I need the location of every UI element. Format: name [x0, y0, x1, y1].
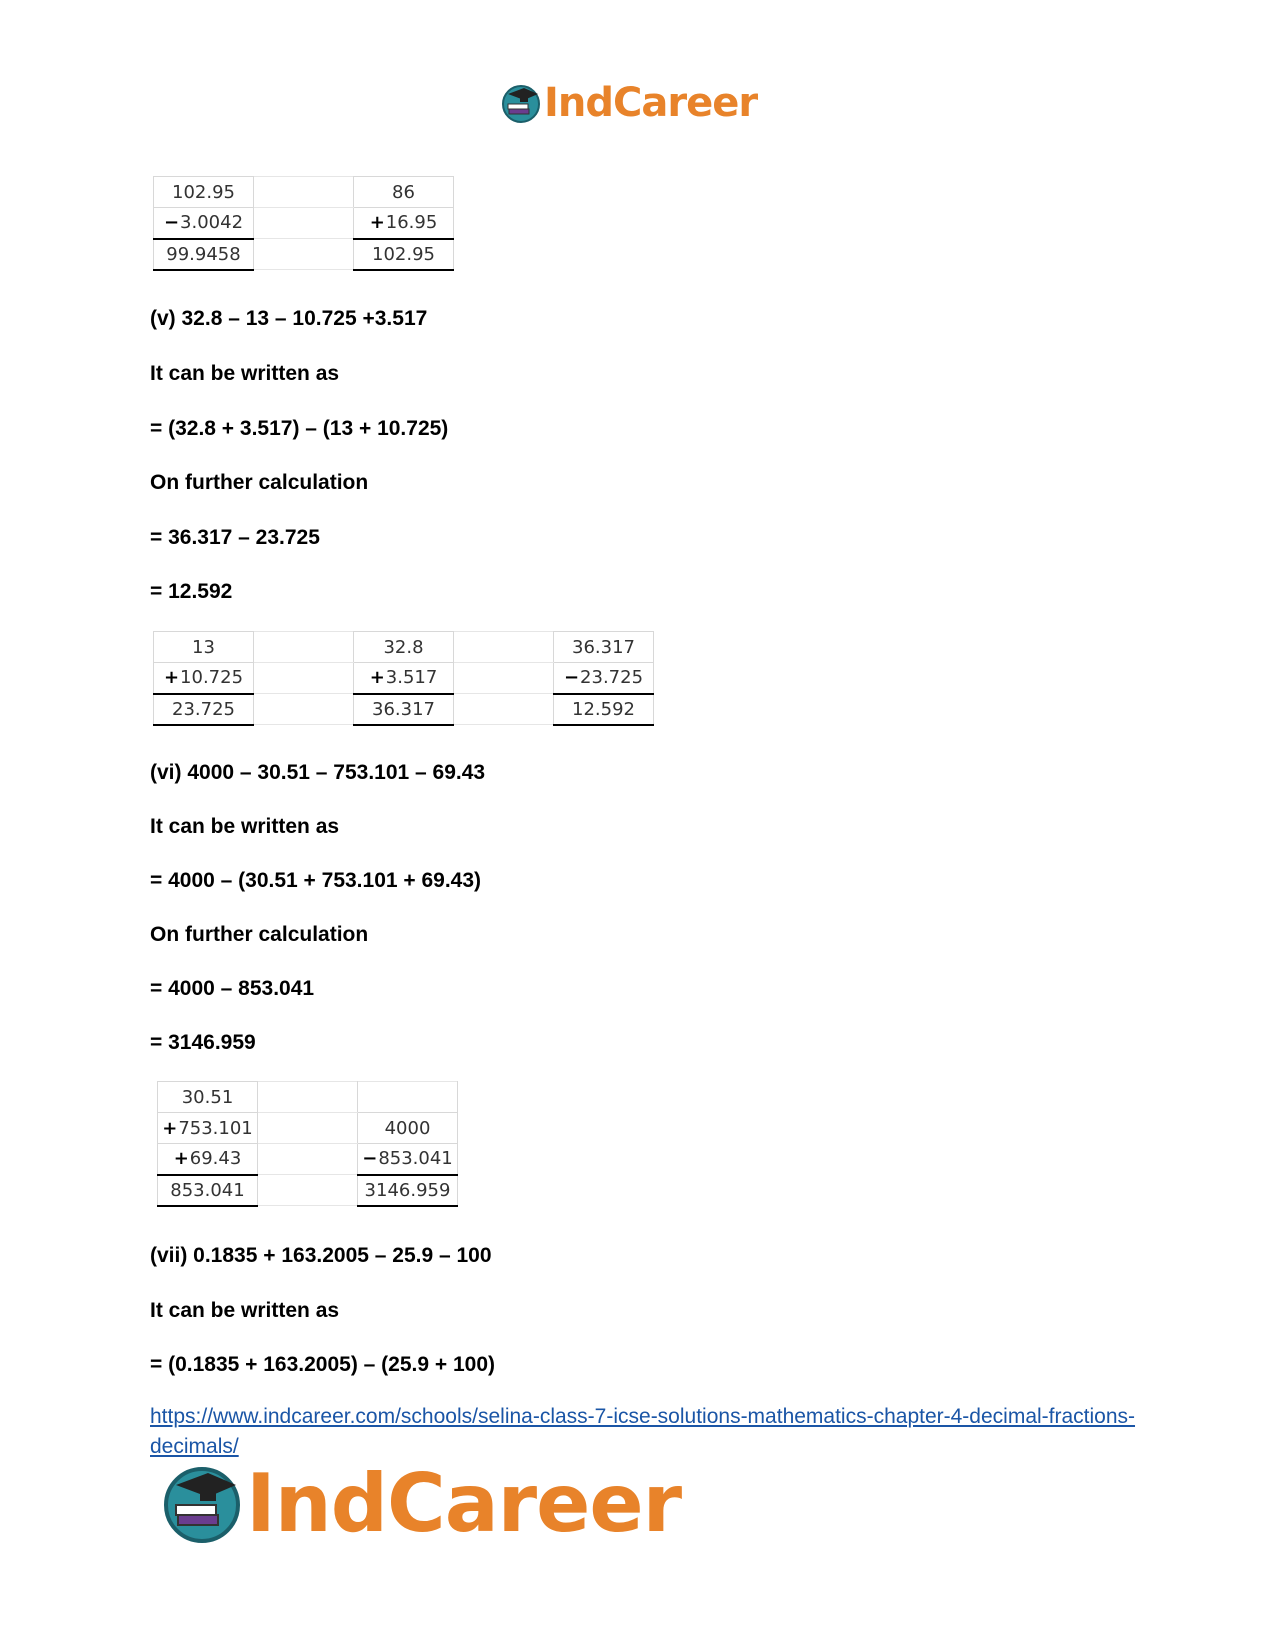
table-spacer [258, 1082, 358, 1113]
table-cell [354, 663, 454, 694]
footer-logo-text: IndCareer [246, 1456, 682, 1550]
table-total-cell: 3146.959 [358, 1175, 458, 1206]
table-total-cell: 36.317 [354, 694, 454, 725]
table-cell [358, 1144, 458, 1175]
table-cell [158, 1144, 258, 1175]
plus-sign: + [163, 667, 180, 689]
minus-sign: − [362, 1148, 378, 1170]
table-spacer [258, 1175, 358, 1206]
graduation-book-globe-icon [160, 1461, 244, 1545]
table-cell: 102.95 [154, 177, 254, 208]
table-spacer [254, 239, 354, 270]
source-link[interactable]: https://www.indcareer.com/schools/selina-class-7-icse-solutions-mathematics-chapter-4-decimal-fractions-decimals/ [150, 1405, 1136, 1458]
solution-line: = 4000 – (30.51 + 753.101 + 69.43) [150, 869, 482, 892]
solution-line: = 12.592 [150, 580, 233, 603]
header-logo [500, 80, 757, 126]
table-spacer [254, 663, 354, 694]
table-cell-value: 753.101 [178, 1117, 253, 1139]
solution-line: It can be written as [150, 362, 340, 385]
solution-line: It can be written as [150, 815, 340, 838]
solution-line: = 4000 – 853.041 [150, 977, 315, 1000]
table-spacer [254, 177, 354, 208]
table-cell: 13 [154, 632, 254, 663]
table-cell: 4000 [358, 1113, 458, 1144]
calculation-table-2 [153, 631, 654, 726]
table-spacer [254, 632, 354, 663]
header-logo-text: IndCareer [544, 80, 758, 126]
table-cell-value: 16.95 [385, 212, 438, 234]
plus-sign: + [369, 212, 385, 234]
footer-logo [160, 1458, 681, 1548]
table-spacer [454, 632, 554, 663]
table-spacer [258, 1144, 358, 1175]
solution-line: On further calculation [150, 471, 369, 494]
table-cell: 86 [354, 177, 454, 208]
table-spacer [254, 694, 354, 725]
solution-line: = 36.317 – 23.725 [150, 526, 320, 549]
solution-line: = (32.8 + 3.517) – (13 + 10.725) [150, 417, 449, 440]
table-cell [554, 663, 654, 694]
table-total-cell: 12.592 [554, 694, 654, 725]
question-heading: (vii) 0.1835 + 163.2005 – 25.9 – 100 [150, 1244, 492, 1267]
table-total-cell: 99.9458 [154, 239, 254, 270]
table-cell [154, 663, 254, 694]
table-cell-value: 853.041 [378, 1148, 453, 1170]
graduation-book-globe-icon [500, 82, 542, 124]
question-heading: (vi) 4000 – 30.51 – 753.101 – 69.43 [150, 761, 486, 784]
solution-line: = 3146.959 [150, 1031, 256, 1054]
table-spacer [454, 694, 554, 725]
plus-sign: + [173, 1148, 189, 1170]
minus-sign: − [163, 212, 180, 234]
table-cell-value: 10.725 [180, 667, 244, 689]
table-spacer [454, 663, 554, 694]
plus-sign: + [369, 667, 385, 689]
table-cell [354, 208, 454, 239]
calculation-table-3 [157, 1081, 458, 1207]
table-total-cell: 102.95 [354, 239, 454, 270]
table-cell-value: 23.725 [580, 667, 644, 689]
solution-line: It can be written as [150, 1299, 340, 1322]
table-cell-empty [358, 1082, 458, 1113]
table-cell-value: 3.517 [385, 667, 438, 689]
table-cell: 36.317 [554, 632, 654, 663]
minus-sign: − [563, 667, 580, 689]
table-spacer [258, 1113, 358, 1144]
table-cell: 32.8 [354, 632, 454, 663]
table-spacer [254, 208, 354, 239]
question-heading: (v) 32.8 – 13 – 10.725 +3.517 [150, 307, 428, 330]
solution-line: On further calculation [150, 923, 369, 946]
table-total-cell: 853.041 [158, 1175, 258, 1206]
table-total-cell: 23.725 [154, 694, 254, 725]
table-cell-value: 3.0042 [180, 212, 244, 234]
calculation-table-1 [153, 176, 454, 271]
table-cell [158, 1113, 258, 1144]
table-cell [154, 208, 254, 239]
table-cell: 30.51 [158, 1082, 258, 1113]
plus-sign: + [162, 1117, 178, 1139]
table-cell-value: 69.43 [189, 1148, 242, 1170]
solution-line: = (0.1835 + 163.2005) – (25.9 + 100) [150, 1353, 496, 1376]
